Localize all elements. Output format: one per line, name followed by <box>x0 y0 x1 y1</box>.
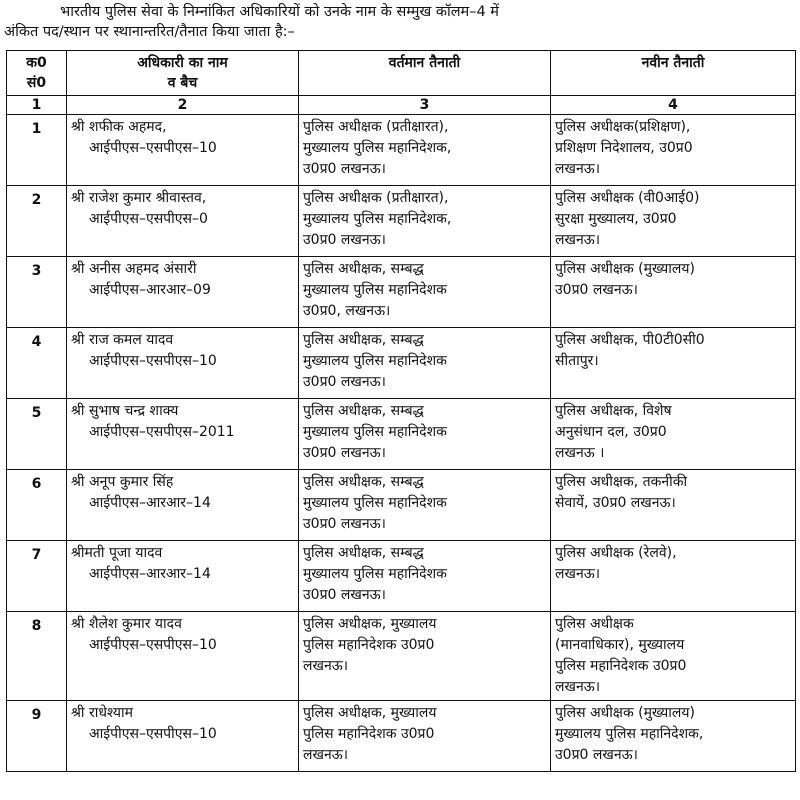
intro-line-1: भारतीय पुलिस सेवा के निम्नांकित अधिकारियों को उनके नाम के सम्मुख कॉलम–4 में <box>60 4 499 20</box>
officer-name: श्री अनूप कुमार सिंह <box>71 474 174 490</box>
table-row <box>7 541 796 612</box>
new-posting-cell <box>551 701 796 772</box>
posting-line: पुलिस महानिदेशक उ0प्र0 <box>303 726 435 742</box>
officer-name: श्री राजेश कुमार श्रीवास्तव, <box>71 190 207 206</box>
serial-number-cell: 4 <box>7 328 67 399</box>
table-row <box>7 399 796 470</box>
column-number: 1 <box>7 96 67 115</box>
officer-name: श्री राज कमल यादव <box>71 332 174 348</box>
officer-batch: आईपीएस–एसपीएस–0 <box>89 211 208 227</box>
header-row <box>7 51 796 96</box>
officer-batch: आईपीएस–एसपीएस–10 <box>89 637 217 653</box>
posting-line: पुलिस अधीक्षक, सम्बद्ध <box>303 261 424 277</box>
posting-line: पुलिस अधीक्षक, सम्बद्ध <box>303 332 424 348</box>
header-serial-number <box>7 51 67 96</box>
posting-line: उ0प्र0 लखनऊ। <box>303 374 386 390</box>
posting-line: पुलिस अधीक्षक, सम्बद्ध <box>303 474 424 490</box>
officer-name-cell <box>67 612 299 701</box>
posting-line: लखनऊ। <box>555 679 601 695</box>
new-posting-cell <box>551 541 796 612</box>
serial-number-cell: 8 <box>7 612 67 701</box>
new-posting-cell <box>551 257 796 328</box>
posting-line: लखनऊ। <box>555 161 601 177</box>
officer-name-cell <box>67 541 299 612</box>
officer-batch: आईपीएस–एसपीएस–2011 <box>89 424 235 440</box>
header-name-line-2: व बैच <box>167 75 198 91</box>
posting-line: मुख्यालय पुलिस महानिदेशक, <box>303 211 452 227</box>
column-number: 2 <box>67 96 299 115</box>
officer-name-cell <box>67 701 299 772</box>
header-current-posting: वर्तमान तैनाती <box>299 51 551 96</box>
header-name-line-1: अधिकारी का नाम <box>137 55 228 71</box>
posting-line: पुलिस महानिदेशक उ0प्र0 <box>555 658 687 674</box>
posting-line: पुलिस अधीक्षक (मुख्यालय) <box>555 261 695 277</box>
officer-name: श्री शफीक अहमद, <box>71 119 167 135</box>
posting-line: उ0प्र0 लखनऊ। <box>555 282 638 298</box>
table-row <box>7 115 796 186</box>
serial-number-cell: 2 <box>7 186 67 257</box>
posting-line: उ0प्र0 लखनऊ। <box>303 516 386 532</box>
officer-name: श्री अनीस अहमद अंसारी <box>71 261 197 277</box>
posting-line: पुलिस अधीक्षक, मुख्यालय <box>303 616 437 632</box>
posting-line: अनुसंधान दल, उ0प्र0 <box>555 424 667 440</box>
posting-line: पुलिस अधीक्षक, मुख्यालय <box>303 705 437 721</box>
posting-line: पुलिस अधीक्षक, सम्बद्ध <box>303 545 424 561</box>
officer-batch: आईपीएस–आरआर–14 <box>89 566 211 582</box>
posting-line: लखनऊ। <box>303 747 349 763</box>
table-row <box>7 701 796 772</box>
posting-line: पुलिस अधीक्षक (प्रतीक्षारत), <box>303 119 449 135</box>
column-number: 4 <box>551 96 796 115</box>
posting-line: मुख्यालय पुलिस महानिदेशक <box>303 353 447 369</box>
table-row <box>7 257 796 328</box>
serial-number-cell: 3 <box>7 257 67 328</box>
posting-line: पुलिस अधीक्षक <box>555 616 634 632</box>
officer-batch: आईपीएस–आरआर–09 <box>89 282 211 298</box>
current-posting-cell <box>299 541 551 612</box>
new-posting-cell <box>551 186 796 257</box>
posting-line: पुलिस अधीक्षक (प्रतीक्षारत), <box>303 190 449 206</box>
posting-line: पुलिस महानिदेशक उ0प्र0 <box>303 637 435 653</box>
officer-batch: आईपीएस–एसपीएस–10 <box>89 726 217 742</box>
posting-line: पुलिस अधीक्षक, पी0टी0सी0 <box>555 332 705 348</box>
transfer-table <box>6 50 796 772</box>
officer-name-cell <box>67 470 299 541</box>
new-posting-cell <box>551 328 796 399</box>
table-row <box>7 328 796 399</box>
officer-batch: आईपीएस–आरआर–14 <box>89 495 211 511</box>
header-officer-name <box>67 51 299 96</box>
posting-line: प्रशिक्षण निदेशालय, उ0प्र0 <box>555 140 693 156</box>
posting-line: मुख्यालय पुलिस महानिदेशक, <box>303 140 452 156</box>
current-posting-cell <box>299 470 551 541</box>
posting-line: उ0प्र0, लखनऊ। <box>303 303 391 319</box>
officer-name: श्रीमती पूजा यादव <box>71 545 163 561</box>
header-new-posting: नवीन तैनाती <box>551 51 796 96</box>
posting-line: पुलिस अधीक्षक (मुख्यालय) <box>555 705 695 721</box>
current-posting-cell <box>299 328 551 399</box>
posting-line: पुलिस अधीक्षक (रेलवे), <box>555 545 677 561</box>
column-number: 3 <box>299 96 551 115</box>
posting-line: पुलिस अधीक्षक, विशेष <box>555 403 672 419</box>
posting-line: लखनऊ। <box>555 232 601 248</box>
table-row <box>7 470 796 541</box>
posting-line: लखनऊ। <box>303 658 349 674</box>
posting-line: मुख्यालय पुलिस महानिदेशक <box>303 495 447 511</box>
posting-line: (मानवाधिकार), मुख्यालय <box>555 637 685 653</box>
current-posting-cell <box>299 701 551 772</box>
table-body <box>7 115 796 772</box>
new-posting-cell <box>551 612 796 701</box>
table-row <box>7 612 796 701</box>
officer-batch: आईपीएस–एसपीएस–10 <box>89 353 217 369</box>
header-sno-line-1: क0 <box>26 55 47 71</box>
posting-line: लखनऊ । <box>555 445 605 461</box>
header-sno-line-2: सं0 <box>26 75 47 91</box>
officer-name-cell <box>67 186 299 257</box>
posting-line: सेवायें, उ0प्र0 लखनऊ। <box>555 495 676 511</box>
officer-name: श्री सुभाष चन्द्र शाक्य <box>71 403 179 419</box>
posting-line: उ0प्र0 लखनऊ। <box>303 445 386 461</box>
officer-name-cell <box>67 328 299 399</box>
posting-line: मुख्यालय पुलिस महानिदेशक <box>303 424 447 440</box>
officer-name: श्री राधेश्याम <box>71 705 134 721</box>
posting-line: पुलिस अधीक्षक(प्रशिक्षण), <box>555 119 691 135</box>
serial-number-cell: 1 <box>7 115 67 186</box>
officer-name-cell <box>67 115 299 186</box>
posting-line: पुलिस अधीक्षक, सम्बद्ध <box>303 403 424 419</box>
posting-line: पुलिस अधीक्षक, तकनीकी <box>555 474 688 490</box>
current-posting-cell <box>299 115 551 186</box>
serial-number-cell: 6 <box>7 470 67 541</box>
posting-line: मुख्यालय पुलिस महानिदेशक <box>303 566 447 582</box>
serial-number-cell: 5 <box>7 399 67 470</box>
current-posting-cell <box>299 612 551 701</box>
posting-line: उ0प्र0 लखनऊ। <box>303 587 386 603</box>
officer-name-cell <box>67 399 299 470</box>
posting-line: उ0प्र0 लखनऊ। <box>303 161 386 177</box>
posting-line: मुख्यालय पुलिस महानिदेशक, <box>555 726 704 742</box>
serial-number-cell: 7 <box>7 541 67 612</box>
intro-paragraph <box>4 2 796 42</box>
new-posting-cell <box>551 399 796 470</box>
posting-line: लखनऊ। <box>555 566 601 582</box>
officer-name-cell <box>67 257 299 328</box>
current-posting-cell <box>299 186 551 257</box>
officer-batch: आईपीएस–एसपीएस–10 <box>89 140 217 156</box>
posting-line: मुख्यालय पुलिस महानिदेशक <box>303 282 447 298</box>
serial-number-cell: 9 <box>7 701 67 772</box>
current-posting-cell <box>299 257 551 328</box>
new-posting-cell <box>551 115 796 186</box>
posting-line: सीतापुर। <box>555 353 599 369</box>
current-posting-cell <box>299 399 551 470</box>
table-row <box>7 186 796 257</box>
column-number-row <box>7 96 796 115</box>
posting-line: उ0प्र0 लखनऊ। <box>555 747 638 763</box>
posting-line: पुलिस अधीक्षक (वी0आई0) <box>555 190 700 206</box>
posting-line: सुरक्षा मुख्यालय, उ0प्र0 <box>555 211 677 227</box>
intro-line-2: अंकित पद/स्थान पर स्थानान्तरित/तैनात किया जाता है:– <box>4 24 295 40</box>
posting-line: उ0प्र0 लखनऊ। <box>303 232 386 248</box>
new-posting-cell <box>551 470 796 541</box>
officer-name: श्री शैलेश कुमार यादव <box>71 616 182 632</box>
